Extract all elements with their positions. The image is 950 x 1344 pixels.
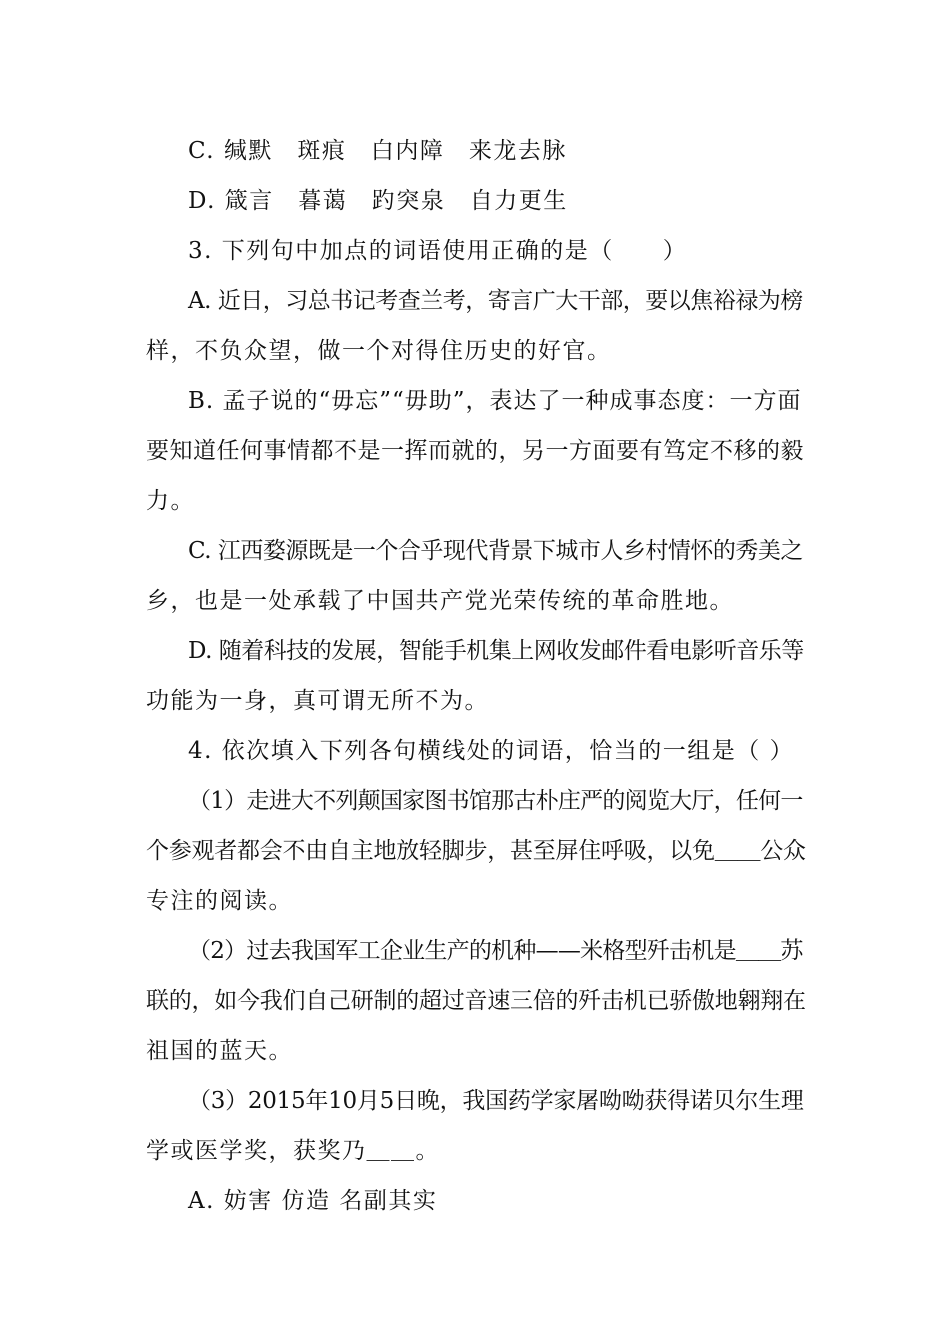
option-b-q3-line1: B. 孟子说的“毋忘”“毋助”，表达了一种成事态度：一方面 <box>188 388 802 414</box>
sentence-1-line2: 个参观者都会不由自主地放轻脚步，甚至屏住呼吸，以免＿＿公众 <box>146 838 806 864</box>
option-c-q2: C. 缄默 斑痕 白内障 来龙去脉 <box>188 138 567 164</box>
sentence-2-line1: （2）过去我国军工企业生产的机种——米格型歼击机是＿＿苏 <box>188 938 803 964</box>
question-3-stem: 3. 下列句中加点的词语使用正确的是（ ） <box>188 238 688 264</box>
sentence-1-line1: （1）走进大不列颠国家图书馆那古朴庄严的阅览大厅，任何一 <box>188 788 803 814</box>
option-b-q3-line3: 力。 <box>146 488 195 514</box>
option-a-q4: A. 妨害 仿造 名副其实 <box>188 1188 438 1214</box>
sentence-3-line2: 学或医学奖，获奖乃＿＿。 <box>146 1138 440 1164</box>
option-c-q3-line2: 乡，也是一处承载了中国共产党光荣传统的革命胜地。 <box>146 588 734 614</box>
sentence-2-line3: 祖国的蓝天。 <box>146 1038 293 1064</box>
option-a-q3-line2: 样，不负众望，做一个对得住历史的好官。 <box>146 338 612 364</box>
option-b-q3-line2: 要知道任何事情都不是一挥而就的，另一方面要有笃定不移的毅 <box>146 438 804 464</box>
question-4-stem: 4. 依次填入下列各句横线处的词语，恰当的一组是（ ） <box>188 738 795 764</box>
option-d-q3-line2: 功能为一身，真可谓无所不为。 <box>146 688 489 714</box>
option-d-q2: D. 箴言 暮蔼 趵突泉 自力更生 <box>188 188 568 214</box>
option-c-q3-line1: C. 江西婺源既是一个合乎现代背景下城市人乡村情怀的秀美之 <box>188 538 803 564</box>
option-d-q3-line1: D. 随着科技的发展，智能手机集上网收发邮件看电影听音乐等 <box>188 638 804 664</box>
sentence-2-line2: 联的，如今我们自己研制的超过音速三倍的歼击机已骄傲地翱翔在 <box>146 988 806 1014</box>
option-a-q3-line1: A. 近日，习总书记考查兰考，寄言广大干部，要以焦裕禄为榜 <box>188 288 803 314</box>
sentence-3-line1: （3）2015年10月5日晚，我国药学家屠呦呦获得诺贝尔生理 <box>188 1088 804 1114</box>
sentence-1-line3: 专注的阅读。 <box>146 888 293 914</box>
